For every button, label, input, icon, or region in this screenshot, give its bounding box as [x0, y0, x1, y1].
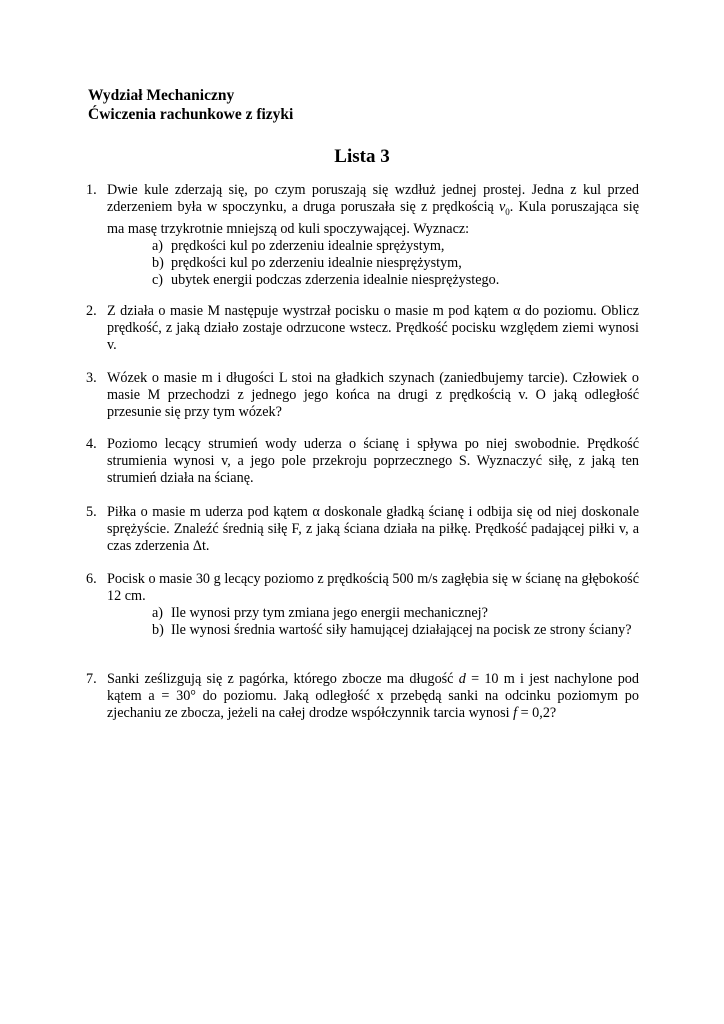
course-name: Ćwiczenia rachunkowe z fizyki: [88, 106, 294, 123]
subquestion: [107, 605, 639, 622]
problem-text: [107, 571, 639, 639]
problem-text: Piłka o masie m uderza pod kątem α doskonale gładką ścianę i odbija się od niej doskonale sprężyście. Znaleźć średnią siłę F, z jaką ściana działa na piłkę. Prędkość padającej piłki v, a czas zderzenia Δt.: [107, 504, 639, 554]
subquestion-text: ubytek energii podczas zderzenia idealnie niesprężystego.: [171, 271, 500, 288]
velocity-subscript: 0: [505, 206, 510, 217]
problem-text: Z działa o masie M następuje wystrzał pocisku o masie m pod kątem α do poziomu. Oblicz prędkość, z jaką działo zostaje odrzucone wstecz. Prędkość pocisku względem ziemi wynosi v.: [107, 303, 639, 353]
faculty-name: Wydział Mechaniczny: [88, 87, 235, 104]
problem-text-part: Pocisk o masie 30 g lecący poziomo z prędkością 500 m/s zagłębia się w ścianę na głębokość 12 cm.: [107, 571, 639, 604]
problem-number: 4.: [86, 436, 97, 452]
problem-number: 5.: [86, 504, 97, 520]
problem-text: Wózek o masie m i długości L stoi na gładkich szynach (zaniedbujemy tarcie). Człowiek o masie M przechodzi z jednego jego końca na drugi z prędkością v. O jaką odległość przesunie się przy tym wózek?: [107, 370, 639, 420]
page-title: Lista 3: [334, 146, 390, 167]
subquestion-text: Ile wynosi średnia wartość siły hamującej działającej na pocisk ze strony ściany?: [171, 622, 632, 638]
subquestion: [107, 238, 639, 255]
subquestion-label: a): [152, 605, 164, 621]
problem-text: [107, 182, 639, 289]
problem-text-part: . Kula poruszająca się ma masę trzykrotnie mniejszą od kuli spoczywającej. Wyznacz:: [107, 199, 639, 237]
problem-number: 6.: [86, 571, 97, 587]
subquestion: [107, 272, 639, 289]
subquestion-text: Ile wynosi przy tym zmiana jego energii mechanicznej?: [171, 605, 488, 621]
problem-text-part: = 0,2?: [517, 705, 557, 721]
subquestion-list: [107, 605, 639, 639]
subquestion-text: prędkości kul po zderzeniu idealnie niesprężystym,: [171, 254, 462, 271]
problem-text-part: Dwie kule zderzają się, po czym poruszają się wzdłuż jednej prostej. Jedna z kul przed zderzeniem była w spoczynku, a druga poruszała się z prędkością: [107, 182, 639, 215]
problem-number: 1.: [86, 182, 97, 198]
problem-text: Poziomo lecący strumień wody uderza o ścianę i spływa po niej swobodnie. Prędkość strumienia wynosi v, a jego pole przekroju poprzecznego S. Wyznaczyć siłę, z jaką ten strumień działa na ścianę.: [107, 436, 639, 486]
subquestion-label: a): [152, 237, 164, 254]
length-symbol: d: [458, 671, 466, 687]
problem-number: 7.: [86, 671, 97, 687]
subquestion-label: b): [152, 622, 164, 638]
subquestion-label: c): [152, 271, 164, 288]
problem-text-part: Sanki ześlizgują się z pagórka, którego zbocze ma długość: [107, 671, 459, 687]
problem-number: 2.: [86, 303, 97, 319]
subquestion-list: [107, 238, 639, 289]
subquestion: [107, 622, 639, 639]
problem-number: 3.: [86, 370, 97, 386]
problem-text-part: = 10 m i jest nachylone pod kątem a = 30° do poziomu. Jaką odległość x przebędą sanki na odcinku poziomym po zjechaniu ze zbocza, jeżeli na całej drodze współczynnik tarcia wynosi: [107, 671, 639, 721]
subquestion-text: prędkości kul po zderzeniu idealnie sprężystym,: [171, 237, 445, 254]
velocity-symbol: v: [498, 199, 506, 215]
document-header: [88, 86, 293, 124]
subquestion-label: b): [152, 254, 164, 271]
friction-symbol: f: [513, 705, 518, 721]
subquestion: [107, 255, 639, 272]
problem-text: [107, 671, 639, 722]
